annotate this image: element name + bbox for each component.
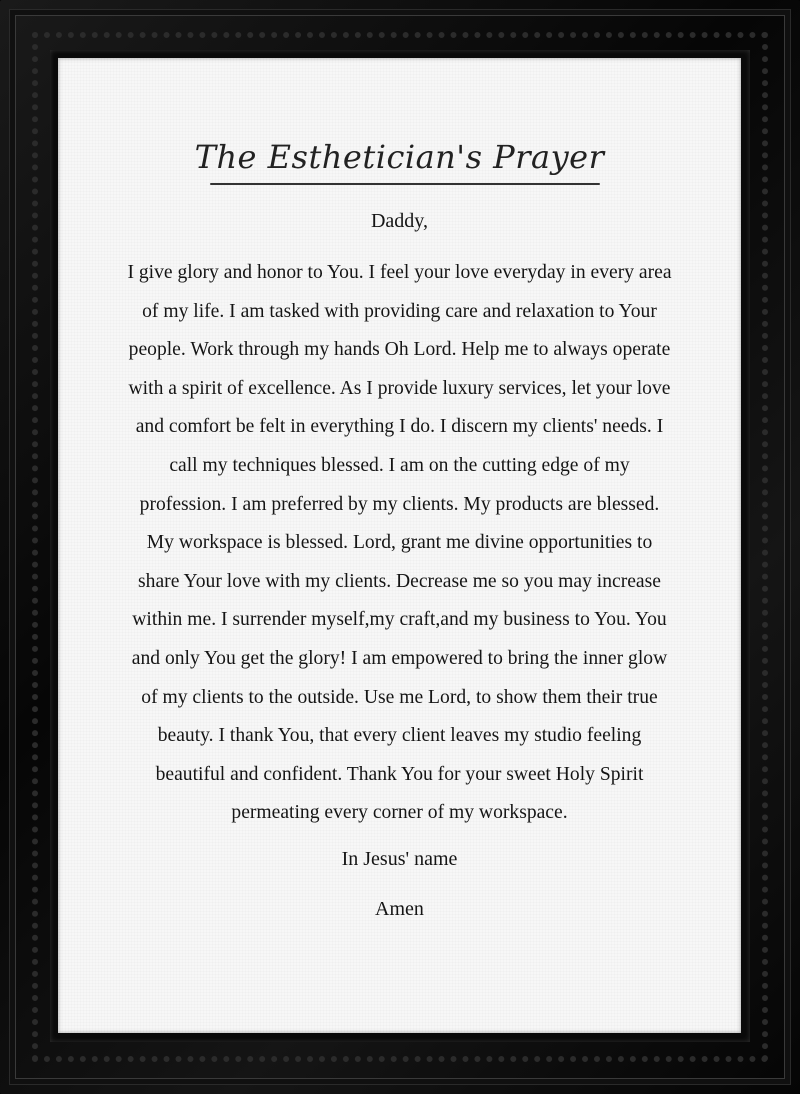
salutation: Daddy, <box>370 210 429 232</box>
prayer-line: and only You get the glory! I am empowered to bring the inner glow <box>131 647 668 669</box>
prayer-line: beautiful and confident. Thank You for your sweet Holy Spirit <box>155 763 644 785</box>
prayer-line: of my life. I am tasked with providing care and relaxation to Your <box>142 300 657 322</box>
prayer-line: call my techniques blessed. I am on the cutting edge of my <box>169 454 630 476</box>
closing-line: In Jesus' name <box>341 848 458 870</box>
prayer-line: permeating every corner of my workspace. <box>231 802 568 824</box>
prayer-line: share Your love with my clients. Decrease me so you may increase <box>138 570 661 592</box>
prayer-line: within me. I surrender myself,my craft,and my business to You. You <box>132 609 667 631</box>
prayer-line: beauty. I thank You, that every client leaves my studio feeling <box>157 725 642 747</box>
prayer-line: people. Work through my hands Oh Lord. Help me to always operate <box>128 339 671 361</box>
prayer-paper <box>58 58 741 1033</box>
amen-line: Amen <box>375 898 424 920</box>
prayer-body <box>88 254 711 833</box>
prayer-title: The Esthetician's Prayer <box>194 138 605 176</box>
prayer-line: My workspace is blessed. Lord, grant me divine opportunities to <box>146 532 653 554</box>
prayer-line: of my clients to the outside. Use me Lord, to show them their true <box>141 686 658 708</box>
prayer-line: profession. I am preferred by my clients. My products are blessed. <box>139 493 660 515</box>
prayer-line: and comfort be felt in everything I do. I discern my clients' needs. I <box>135 416 664 438</box>
title-underline <box>210 183 600 185</box>
prayer-line: I give glory and honor to You. I feel your love everyday in every area <box>127 262 672 283</box>
prayer-line: with a spirit of excellence. As I provide luxury services, let your love <box>128 377 671 399</box>
